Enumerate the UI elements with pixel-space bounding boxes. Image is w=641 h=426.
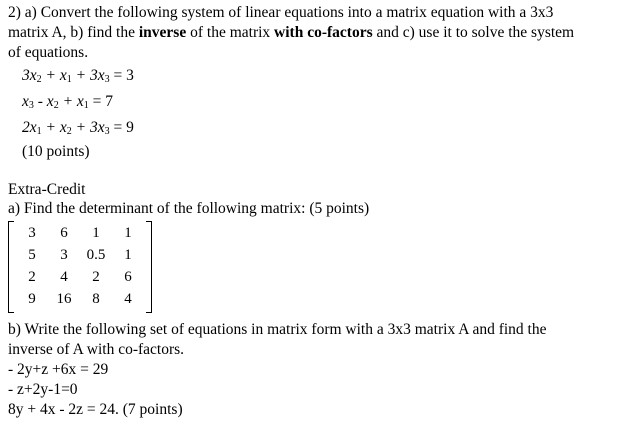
problem-2-line-2 [8, 24, 574, 42]
matrix-cell: 8 [92, 291, 100, 307]
extra-a-text: a) Find the determinant of the following matrix: (5 points) [8, 200, 370, 217]
matrix-cell: 1 [124, 225, 132, 241]
matrix-row [16, 267, 144, 287]
matrix-cell: 6 [124, 269, 132, 285]
matrix-cell: 1 [124, 247, 132, 263]
problem-2-line-1: 2) a) Convert the following system of linear equations into a matrix equation with a 3x3 [8, 4, 554, 21]
problem-2-text: matrix A, b) find the [8, 24, 139, 41]
extra-b-equation-2: - z+2y-1=0 [8, 381, 78, 398]
inverse-emphasis: inverse [138, 24, 187, 41]
extra-credit-title: Extra-Credit [8, 181, 86, 198]
problem-2-text: of the matrix [186, 24, 275, 41]
equation-2: $x_3 - x_2 + x_1 = 7$ [22, 93, 114, 111]
extra-b-line-2: inverse of A with co-factors. [8, 341, 185, 358]
matrix-row [16, 245, 144, 265]
determinant-matrix [8, 221, 152, 313]
cofactors-emphasis: with co-factors [274, 24, 373, 41]
matrix-cell: 16 [56, 291, 72, 307]
extra-b-equation-3: 8y + 4x - 2z = 24. (7 points) [8, 401, 183, 418]
matrix-row [16, 223, 144, 243]
matrix-cell: 3 [60, 247, 68, 263]
problem-2-text: and c) use it to solve the system [372, 24, 575, 41]
matrix-right-bracket [146, 221, 152, 313]
equation-1: $3x_2 + x_1 + 3x_3 = 3$ [22, 67, 134, 85]
matrix-cell: 6 [60, 225, 68, 241]
extra-b-equation-1: - 2y+z +6x = 29 [8, 361, 109, 378]
matrix-row [16, 289, 144, 309]
matrix-cell: 9 [28, 291, 36, 307]
matrix-left-bracket [8, 221, 14, 313]
equation-3: $2x_1 + x_2 + 3x_3 = 9$ [22, 119, 134, 137]
extra-b-line-1: b) Write the following set of equations in matrix form with a 3x3 matrix A and find the [8, 321, 547, 338]
matrix-cell: 1 [92, 225, 100, 241]
matrix-cell: 2 [28, 269, 36, 285]
matrix-cell: 5 [28, 247, 36, 263]
matrix-cell: 4 [124, 291, 132, 307]
matrix-cell: 2 [92, 269, 100, 285]
problem-2-points: (10 points) [22, 143, 90, 160]
problem-2-line-3: of equations. [8, 44, 89, 61]
matrix-cell: 4 [60, 269, 68, 285]
matrix-cell: 0.5 [86, 247, 106, 263]
matrix-cell: 3 [28, 225, 36, 241]
